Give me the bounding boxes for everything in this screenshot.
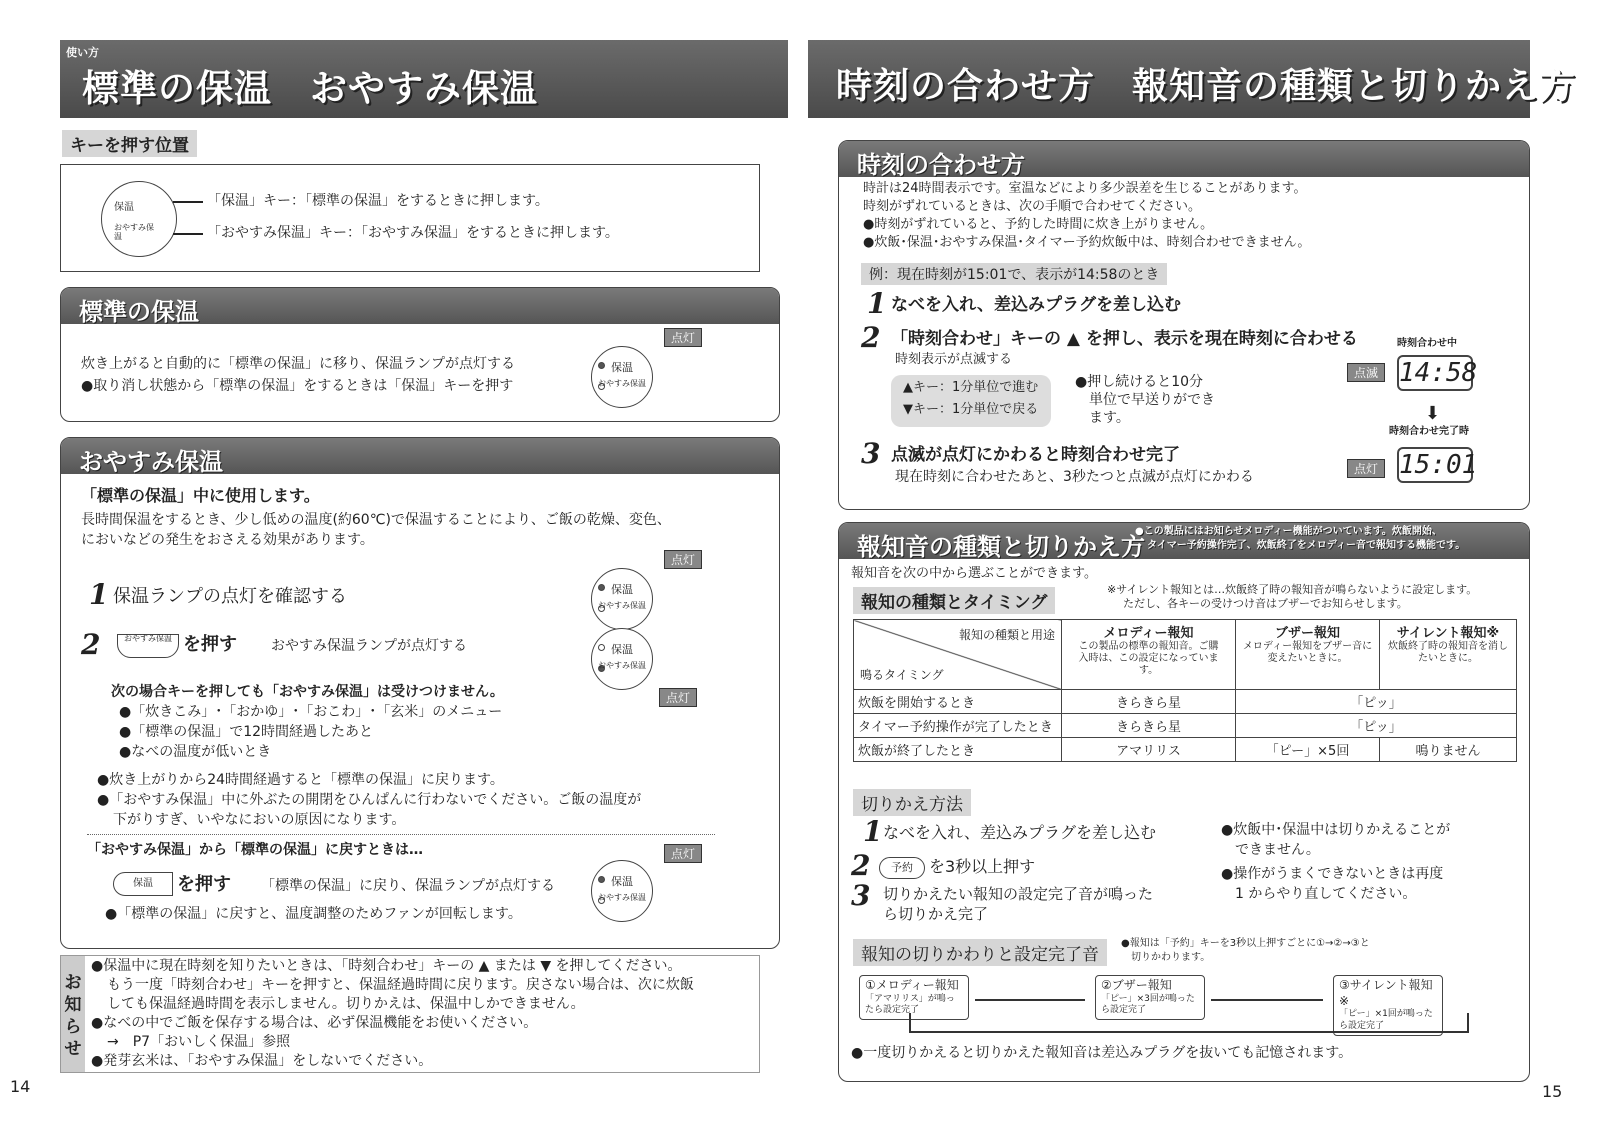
arrow-right-icon	[975, 999, 1085, 1001]
example-tag: 例：現在時刻が15:01で、表示が14:58のとき	[861, 263, 1167, 285]
switch-method-tag: 切りかえ方法	[853, 789, 971, 816]
back-note: 「標準の保温」に戻り、保温ランプが点灯する	[261, 878, 555, 894]
switch-step3-a: 切りかえたい報知の設定完了音が鳴った	[883, 885, 1154, 903]
step1-text: 保温ランプの点灯を確認する	[113, 586, 347, 607]
sound-feature-2: タイマー予約操作完了、炊飯終了をメロディー音で報知する機能です。	[1147, 540, 1466, 551]
switch-step1: なべを入れ、差込みプラグを差し込む	[883, 823, 1156, 842]
lit-label: 点灯	[659, 688, 697, 707]
hold-note-2: 単位で早送りができ	[1089, 392, 1215, 408]
switch-note-1: ●炊飯中･保温中は切りかえることが	[1221, 822, 1451, 838]
left-title-banner	[60, 40, 788, 118]
hold-note-3: ます。	[1089, 410, 1130, 426]
dotted-divider	[87, 834, 715, 835]
step-number: 2	[81, 628, 101, 661]
sound-title: 報知音の種類と切りかえ方	[857, 533, 1145, 561]
oyasumi-desc-1: 長時間保温をするとき、少し低めの温度(約60℃)で保温することにより、ご飯の乾燥、変色、	[81, 512, 671, 528]
sound-feature-1: ●この製品にはお知らせメロディー機能がついています。炊飯開始、	[1135, 526, 1442, 537]
leader-line	[173, 201, 203, 203]
corner-label-timing: 鳴るタイミング	[860, 668, 944, 682]
clock-note-1: ●時刻がずれていると、予約した時間に炊き上がりません。	[863, 217, 1214, 232]
oyasumi-lead: 「標準の保温」中に使用します。	[81, 486, 320, 505]
table-header-silent: サイレント報知※ 炊飯終了時の報知音を消したいときに。	[1380, 620, 1517, 690]
reserve-key-icon: 予約	[879, 857, 925, 879]
step-number: 1	[867, 287, 887, 320]
page-number-right: 15	[1542, 1082, 1563, 1101]
key-hint-box	[891, 375, 1051, 427]
blink-label: 点滅	[1347, 363, 1385, 382]
lamp-diagram: 保温 おやすみ保温	[591, 568, 653, 630]
lamp-diagram: 保温 おやすみ保温	[591, 628, 653, 690]
standard-desc: 炊き上がると自動的に「標準の保温」に移り、保温ランプが点灯する	[81, 356, 515, 372]
notice-3: しても保温経過時間を表示しません。切りかえは、保温中しかできません。	[107, 996, 585, 1012]
lit-label: 点灯	[1347, 459, 1385, 478]
lit-label: 点灯	[664, 844, 702, 863]
step-number: 1	[89, 578, 109, 611]
standard-keep-warm-title: 標準の保温	[79, 298, 199, 326]
silent-note-1: ※サイレント報知とは…炊飯終了時の報知音が鳴らないように設定します。	[1107, 583, 1478, 596]
left-page-title: 標準の保温 おやすみ保温	[82, 67, 538, 110]
flow-step-silent: ③サイレント報知※ 「ピー」×1回が鳴ったら設定完了	[1333, 975, 1443, 1036]
note-lid-2: 下がりすぎ、いやなにおいの原因になります。	[113, 812, 406, 828]
note-24h: ●炊き上がりから24時間経過すると「標準の保温」に戻ります。	[97, 772, 504, 788]
leader-line	[173, 233, 203, 235]
lcd-display-setting: 14:58	[1397, 355, 1473, 391]
arrow-right-icon	[1211, 999, 1323, 1001]
step-number: 2	[851, 849, 871, 882]
note-lid: ●「おやすみ保温」中に外ぶたの開閉をひんぱんに行わないでください。ご飯の温度が	[97, 792, 642, 808]
oyasumi-desc-2: においなどの発生をおさえる効果があります。	[81, 532, 374, 548]
back-press: を押す	[177, 874, 231, 895]
lcd-bottom-label: 時刻合わせ完了時	[1389, 426, 1469, 437]
step-number: 2	[861, 321, 881, 354]
notice-side-label: お知らせ	[61, 956, 85, 1072]
standard-keep-warm-section	[60, 287, 780, 422]
clock-step3-sub: 現在時刻に合わせたあと、3秒たつと点滅が点灯にかわる	[895, 469, 1254, 485]
clock-setting-section	[838, 140, 1530, 510]
flow-note-1: ●報知は「予約」キーを3秒以上押すごとに①→②→③と	[1121, 938, 1370, 949]
clock-desc-2: 時刻がずれているときは、次の手順で合わせてください。	[863, 199, 1202, 214]
flow-step-buzzer: ②ブザー報知 「ピー」×3回が鳴ったら設定完了	[1095, 975, 1205, 1020]
type-timing-tag: 報知の種類とタイミング	[853, 587, 1055, 614]
key-position-box	[60, 164, 760, 272]
notice-5: → P7「おいしく保温」参照	[107, 1034, 291, 1050]
flow-step-melody: ①メロディー報知 「アマリリス」が鳴ったら設定完了	[859, 975, 969, 1020]
key-position-tag: キーを押す位置	[62, 130, 197, 157]
back-head: 「おやすみ保温」から「標準の保温」に戻すときは…	[87, 842, 423, 858]
table-header-buzzer: ブザー報知 メロディー報知をブザー音に変えたいときに。	[1236, 620, 1380, 690]
lamp-diagram: 保温 おやすみ保温	[591, 860, 653, 922]
hoon-key-icon: 保温	[113, 872, 173, 896]
oyasumi-key-icon: おやすみ保温	[117, 634, 179, 658]
lcd-display-done: 15:01	[1397, 447, 1473, 483]
right-title-banner	[808, 40, 1577, 118]
clock-desc-1: 時計は24時間表示です。室温などにより多少誤差を生じることがあります。	[863, 181, 1307, 196]
notice-4: ●なべの中でご飯を保存する場合は、必ず保温機能をお使いください。	[91, 1015, 538, 1031]
lcd-top-label: 時刻合わせ中	[1397, 338, 1457, 349]
arrow-down-icon: ⬇	[1425, 403, 1441, 424]
switch-note-2b: 1 からやり直してください。	[1235, 886, 1417, 902]
step2-text: を押す	[183, 634, 237, 655]
flow-note-2: 切りかわります。	[1131, 952, 1211, 963]
sound-table	[853, 619, 1517, 762]
right-page-title: 時刻の合わせ方 報知音の種類と切りかえ方	[836, 66, 1577, 107]
clock-step2: 「時刻合わせ」キーの ▲ を押し、表示を現在時刻に合わせる	[891, 329, 1358, 349]
clock-step2-sub: 時刻表示が点滅する	[895, 352, 1013, 367]
step-number: 3	[851, 879, 871, 912]
clock-note-2: ●炊飯･保温･おやすみ保温･タイマー予約炊飯中は、時刻合わせできません。	[863, 235, 1311, 250]
table-header-melody: メロディー報知 この製品の標準の報知音。ご購入時は、この設定になっています。	[1062, 620, 1236, 690]
standard-cancel-note: ●取り消し状態から「標準の保温」をするときは「保温」キーを押す	[81, 378, 514, 394]
notice-1: ●保温中に現在時刻を知りたいときは、「時刻合わせ」キーの ▲ または ▼ を押してください。	[91, 958, 682, 974]
oyasumi-title: おやすみ保温	[79, 448, 223, 476]
notice-6: ●発芽玄米は、「おやすみ保温」をしないでください。	[91, 1053, 433, 1069]
table-row: 炊飯を開始するとき きらきら星 「ピッ」	[854, 690, 1517, 714]
notice-panel	[60, 955, 760, 1073]
step-number: 1	[863, 815, 883, 848]
down-key-hint: ▼キー：1分単位で戻る	[903, 402, 1039, 417]
page-number-left: 14	[10, 1077, 31, 1096]
section-keyword: 使い方	[66, 46, 99, 59]
switch-step2: を3秒以上押す	[929, 857, 1036, 876]
memory-note: ●一度切りかえると切りかえた報知音は差込みプラグを抜いても記憶されます。	[851, 1045, 1353, 1061]
up-key-hint: ▲キー：1分単位で進む	[903, 380, 1039, 395]
flow-tag: 報知の切りかわりと設定完了音	[853, 939, 1107, 966]
silent-note-2: ただし、各キーの受けつけ音はブザーでお知らせします。	[1123, 597, 1408, 610]
oyasumi-key-label: おやすみ保温	[114, 223, 154, 241]
table-corner	[854, 620, 1062, 690]
switch-note-1b: できません。	[1235, 842, 1320, 858]
corner-label-type: 報知の種類と用途	[958, 628, 1055, 642]
sound-lead: 報知音を次の中から選ぶことができます。	[851, 566, 1097, 581]
not-accepted-head: 次の場合キーを押しても「おやすみ保温」は受けつけません。	[111, 684, 504, 700]
lit-label: 点灯	[664, 550, 702, 569]
switch-step3-b: ら切りかえ完了	[883, 905, 989, 923]
key-circle-illustration	[101, 181, 177, 257]
clock-step1: なべを入れ、差込みプラグを差し込む	[891, 295, 1182, 315]
step2-note: おやすみ保温ランプが点灯する	[271, 638, 467, 654]
oyasumi-key-desc: 「おやすみ保温」キー：「おやすみ保温」をするときに押します。	[207, 225, 619, 241]
sound-section	[838, 522, 1530, 1082]
return-arrow-line	[909, 1013, 1469, 1033]
lit-label: 点灯	[664, 328, 702, 347]
not-accepted-2: ●「標準の保温」で12時間経過したあと	[119, 724, 374, 740]
hold-note-1: ●押し続けると10分	[1075, 374, 1204, 390]
switch-note-2: ●操作がうまくできないときは再度	[1221, 866, 1444, 882]
table-row: タイマー予約操作が完了したとき きらきら星 「ピッ」	[854, 714, 1517, 738]
not-accepted-1: ●「炊きこみ」･「おかゆ」･「おこわ」･「玄米」のメニュー	[119, 704, 503, 720]
step-number: 3	[861, 437, 881, 470]
table-row: 炊飯が終了したとき アマリリス 「ピー」×5回 鳴りません	[854, 738, 1517, 762]
hoon-key-desc: 「保温」キー：「標準の保温」をするときに押します。	[207, 193, 549, 209]
oyasumi-keep-warm-section	[60, 437, 780, 949]
lamp-diagram: 保温 おやすみ保温	[591, 346, 653, 408]
hoon-key-label: 保温	[114, 202, 134, 213]
clock-title: 時刻の合わせ方	[857, 151, 1025, 179]
notice-2: もう一度「時刻合わせ」キーを押すと、保温経過時間に戻ります。戻さない場合は、次に炊飯	[107, 977, 694, 993]
back-fan-note: ●「標準の保温」に戻すと、温度調整のためファンが回転します。	[105, 906, 522, 922]
not-accepted-3: ●なべの温度が低いとき	[119, 744, 272, 760]
clock-step3: 点滅が点灯にかわると時刻合わせ完了	[891, 445, 1180, 465]
